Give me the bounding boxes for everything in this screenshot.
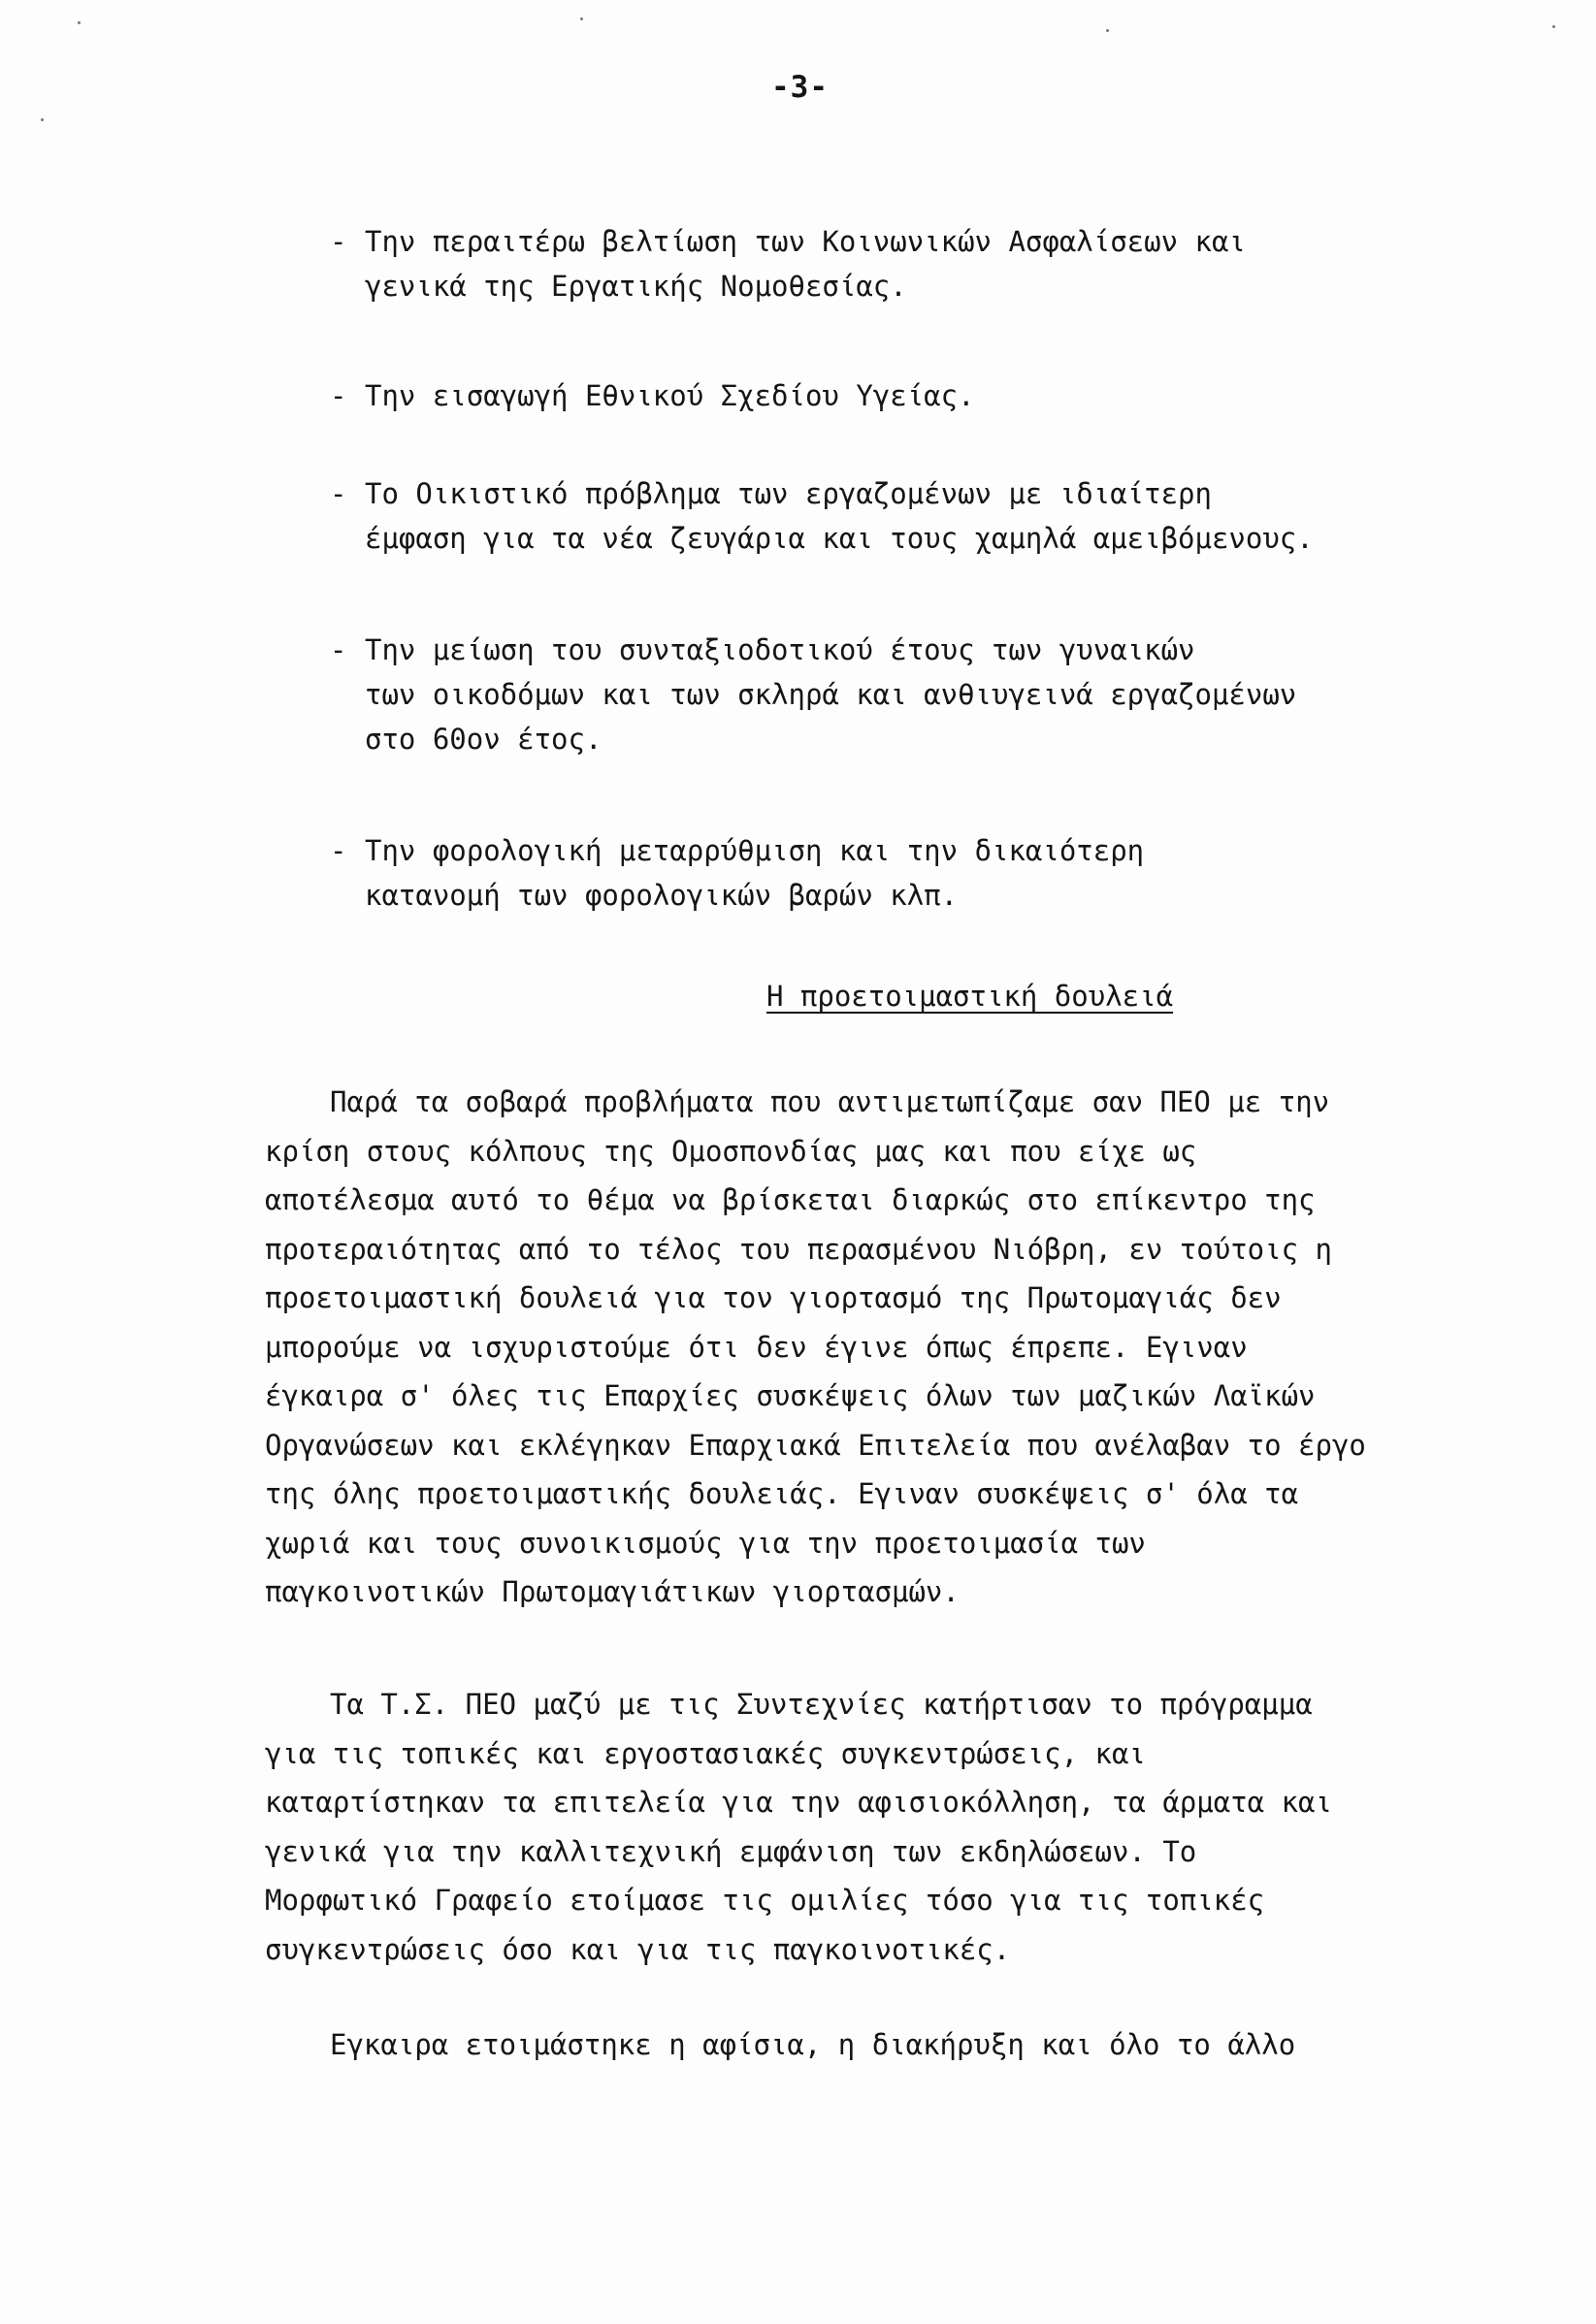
section-heading: Η προετοιμαστική δουλειά bbox=[766, 980, 1174, 1013]
bullet-line: Την φορολογική μεταρρύθμιση και την δικαιότερη bbox=[365, 834, 1145, 867]
bullet-item bbox=[330, 373, 975, 418]
bullet-dash: - bbox=[330, 834, 347, 867]
bullet-item bbox=[330, 471, 1314, 561]
bullet-line: κατανομή των φορολογικών βαρών κλπ. bbox=[365, 879, 959, 912]
paragraph-line: της όλης προετοιμαστικής δουλειάς. Εγιναν συσκέψεις σ' όλα τα bbox=[265, 1477, 1299, 1510]
paragraph-line: για τις τοπικές και εργοστασιακές συγκεντρώσεις, και bbox=[265, 1736, 1146, 1770]
bullet-line: έμφαση για τα νέα ζευγάρια και τους χαμηλά αμειβόμενους. bbox=[365, 522, 1314, 555]
paragraph-line: έγκαιρα σ' όλες τις Επαρχίες συσκέψεις όλων των μαζικών Λαϊκών bbox=[265, 1379, 1316, 1412]
bullet-item bbox=[330, 828, 1144, 918]
paragraph bbox=[265, 1078, 1366, 1617]
bullet-line: Την εισαγωγή Εθνικού Σχεδίου Υγείας. bbox=[365, 379, 975, 412]
scan-speck bbox=[1106, 29, 1109, 32]
scan-speck bbox=[1552, 25, 1555, 28]
paragraph-line: συγκεντρώσεις όσο και για τις παγκοινοτικές. bbox=[265, 1932, 1011, 1966]
paragraph-line: Παρά τα σοβαρά προβλήματα που αντιμετωπίζαμε σαν ΠΕΟ με την bbox=[330, 1085, 1330, 1118]
paragraph-line: μπορούμε να ισχυριστούμε ότι δεν έγινε όπως έπρεπε. Εγιναν bbox=[265, 1330, 1248, 1364]
bullet-dash: - bbox=[330, 477, 347, 510]
paragraph-line: Μορφωτικό Γραφείο ετοίμασε τις ομιλίες τόσο για τις τοπικές bbox=[265, 1884, 1265, 1917]
bullet-line: στο 60ον έτος. bbox=[365, 723, 603, 756]
paragraph-line: Τα Τ.Σ. ΠΕΟ μαζύ με τις Συντεχνίες κατήρτισαν το πρόγραμμα bbox=[330, 1688, 1313, 1721]
paragraph-line: κρίση στους κόλπους της Ομοσπονδίας μας και που είχε ως bbox=[265, 1134, 1197, 1168]
paragraph bbox=[265, 2020, 1295, 2070]
bullet-dash: - bbox=[330, 379, 347, 412]
bullet-dash: - bbox=[330, 633, 347, 666]
paragraph-line: χωριά και τους συνοικισμούς για την προετοιμασία των bbox=[265, 1526, 1146, 1560]
paragraph bbox=[265, 1680, 1332, 1974]
bullet-item bbox=[330, 219, 1246, 308]
bullet-line: των οικοδόμων και των σκληρά και ανθιυγεινά εργαζομένων bbox=[365, 678, 1297, 711]
bullet-line: Την μείωση του συνταξιοδοτικού έτους των γυναικών bbox=[365, 633, 1195, 666]
paragraph-line: Οργανώσεων και εκλέγηκαν Επαρχιακά Επιτελεία που ανέλαβαν το έργο bbox=[265, 1428, 1366, 1462]
scan-speck bbox=[41, 118, 44, 121]
bullet-dash: - bbox=[330, 225, 347, 258]
bullet-line: Το Οικιστικό πρόβλημα των εργαζομένων με ιδιαίτερη bbox=[365, 477, 1212, 510]
bullet-line: γενικά της Εργατικής Νομοθεσίας. bbox=[365, 270, 907, 303]
scan-speck bbox=[580, 17, 583, 20]
page-number: -3- bbox=[771, 70, 829, 105]
paragraph-line: προτεραιότητας από το τέλος του περασμένου Νιόβρη, εν τούτοις η bbox=[265, 1232, 1332, 1266]
paragraph-line: προετοιμαστική δουλειά για τον γιορτασμό της Πρωτομαγιάς δεν bbox=[265, 1281, 1282, 1314]
bullet-line: Την περαιτέρω βελτίωση των Κοινωνικών Ασφαλίσεων και bbox=[365, 225, 1246, 258]
paragraph-line: γενικά για την καλλιτεχνική εμφάνιση των εκδηλώσεων. Το bbox=[265, 1834, 1197, 1868]
bullet-item bbox=[330, 628, 1296, 761]
paragraph-line: καταρτίστηκαν τα επιτελεία για την αφισιοκόλληση, τα άρματα και bbox=[265, 1786, 1332, 1819]
paragraph-line: Εγκαιρα ετοιμάστηκε η αφίσια, η διακήρυξη και όλο το άλλο bbox=[330, 2028, 1296, 2061]
paragraph-line: αποτέλεσμα αυτό το θέμα να βρίσκεται διαρκώς στο επίκεντρο της bbox=[265, 1183, 1316, 1216]
scan-speck bbox=[78, 21, 81, 24]
paragraph-line: παγκοινοτικών Πρωτομαγιάτικων γιορτασμών. bbox=[265, 1575, 960, 1608]
